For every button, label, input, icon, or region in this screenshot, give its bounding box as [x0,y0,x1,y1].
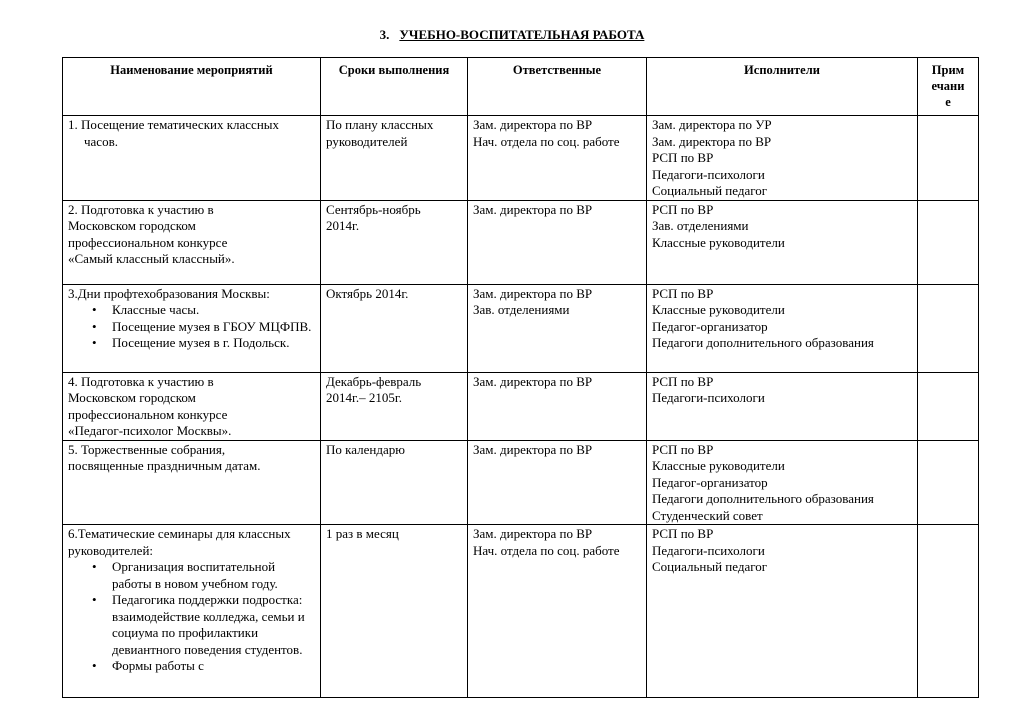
cell-text-line: Классные руководители [652,302,785,317]
section-title-text: УЧЕБНО-ВОСПИТАТЕЛЬНАЯ РАБОТА [399,27,645,42]
cell-executors [647,372,918,440]
bullet-list [68,559,315,675]
cell-name [63,200,321,284]
cell-text-line: 2014г.– 2105г. [326,390,402,405]
cell-note [918,116,979,201]
cell-executors [647,440,918,525]
cell-name [63,284,321,372]
cell-name [63,440,321,525]
cell-deadline [321,116,468,201]
cell-text-line: 4. Подготовка к участию в [68,373,214,389]
cell-text-line: РСП по ВР [652,201,714,217]
cell-responsible [468,116,647,201]
cell-executors [647,525,918,698]
cell-text-line: Зав. отделениями [652,218,749,233]
table-row [63,116,979,201]
cell-text-line: 2014г. [326,218,360,233]
cell-text-line: 2. Подготовка к участию в [68,201,214,217]
cell-text-line: Нач. отдела по соц. работе [473,542,620,558]
cell-deadline [321,200,468,284]
cell-text-line: Зав. отделениями [473,302,570,317]
cell-deadline [321,440,468,525]
cell-text-line: посвященные праздничным датам. [68,458,261,473]
name-text [68,442,315,475]
header-note-line: ечани [931,79,965,93]
cell-text-line: Студенческий совет [652,507,763,523]
header-deadline: Сроки выполнения [321,58,468,116]
cell-note [918,372,979,440]
cell-text-line: Зам. директора по ВР [473,373,593,389]
cell-text-line: Зам. директора по УР [652,117,772,132]
name-text [68,117,315,150]
cell-text-line: Зам. директора по ВР [473,526,593,541]
cell-name [63,116,321,201]
cell-text-line: Декабрь-февраль [326,373,422,389]
header-note [918,58,979,116]
cell-note [918,525,979,698]
cell-text-line: 1 раз в месяц [326,526,399,541]
list-item: • Посещение музея в г. Подольск. [112,335,315,352]
cell-deadline [321,372,468,440]
cell-text-line: профессиональном конкурсе [68,406,228,422]
list-item: • Классные часы. [112,302,315,319]
list-item: • Формы работы с [112,658,315,675]
name-intro: 3.Дни профтехобразования Москвы: [68,285,270,301]
cell-text-line: Зам. директора по ВР [473,117,593,132]
cell-executors [647,200,918,284]
cell-text-line: Социальный педагог [652,559,768,574]
table-row [63,284,979,372]
cell-text-line: Педагоги-психологи [652,542,765,558]
bullet-list [68,302,315,352]
cell-text-line: Зам. директора по ВР [473,441,593,457]
cell-text-line: РСП по ВР [652,373,714,389]
cell-text-line: часов. [84,133,118,149]
cell-text-line: Зам. директора по ВР [652,133,772,149]
list-item: • Посещение музея в ГБОУ МЦФПВ. [112,319,315,336]
header-executors: Исполнители [647,58,918,116]
cell-text-line: Зам. директора по ВР [473,201,593,217]
cell-text-line: Московском городском [68,218,196,233]
cell-deadline [321,525,468,698]
cell-text-line: Зам. директора по ВР [473,285,593,301]
list-item: • Педагогика поддержки подростка: взаимодействие колледжа, семьи и социума по профилактики девиантного поведения студентов. [112,592,315,658]
cell-text-line: Сентябрь-ноябрь [326,201,421,217]
table-row [63,200,979,284]
cell-note [918,284,979,372]
cell-responsible [468,525,647,698]
cell-text-line: РСП по ВР [652,150,714,165]
cell-note [918,200,979,284]
cell-executors [647,116,918,201]
cell-text-line: профессиональном конкурсе [68,234,228,250]
cell-name [63,372,321,440]
name-intro: 6.Тематические семинары для классных руководителей: [68,526,291,558]
cell-text-line: «Самый классный классный». [68,251,235,266]
cell-text-line: По плану классных [326,117,434,132]
cell-text-line: Классные руководители [652,234,785,250]
cell-text-line: Педагоги-психологи [652,390,765,405]
name-text [68,202,315,268]
cell-text-line: Педагоги дополнительного образования [652,491,874,506]
cell-note [918,440,979,525]
table-header-row [63,58,979,116]
cell-text-line: РСП по ВР [652,441,714,457]
name-text [68,374,315,440]
header-name: Наименование мероприятий [63,58,321,116]
cell-responsible [468,200,647,284]
cell-text-line: 1. Посещение тематических классных [68,117,280,132]
table-row [63,440,979,525]
cell-text-line: 5. Торжественные собрания, [68,441,226,457]
cell-text-line: РСП по ВР [652,526,714,541]
cell-text-line: Педагог-организатор [652,474,768,490]
cell-deadline [321,284,468,372]
activities-table [62,57,979,698]
list-item: • Организация воспитательной работы в новом учебном году. [112,559,315,592]
cell-responsible [468,440,647,525]
cell-responsible [468,284,647,372]
cell-text-line: руководителей [326,133,408,149]
cell-name [63,525,321,698]
cell-text-line: Педагоги дополнительного образования [652,335,874,350]
section-title [0,27,1024,43]
cell-text-line: Классные руководители [652,458,785,473]
cell-text-line: Октябрь 2014г. [326,285,409,301]
header-note-line: Прим [931,63,965,77]
cell-executors [647,284,918,372]
cell-text-line: Педагоги-психологи [652,166,765,182]
cell-text-line: Нач. отдела по соц. работе [473,133,620,149]
cell-responsible [468,372,647,440]
table-row [63,525,979,698]
cell-text-line: Московском городском [68,390,196,405]
cell-text-line: Педагог-организатор [652,318,768,334]
header-note-line: е [945,95,951,109]
section-number: 3. [379,27,390,42]
cell-text-line: По календарю [326,441,405,457]
cell-text-line: Социальный педагог [652,183,768,198]
cell-text-line: «Педагог-психолог Москвы». [68,423,232,438]
table-row [63,372,979,440]
cell-text-line: РСП по ВР [652,285,714,301]
header-responsible: Ответственные [468,58,647,116]
